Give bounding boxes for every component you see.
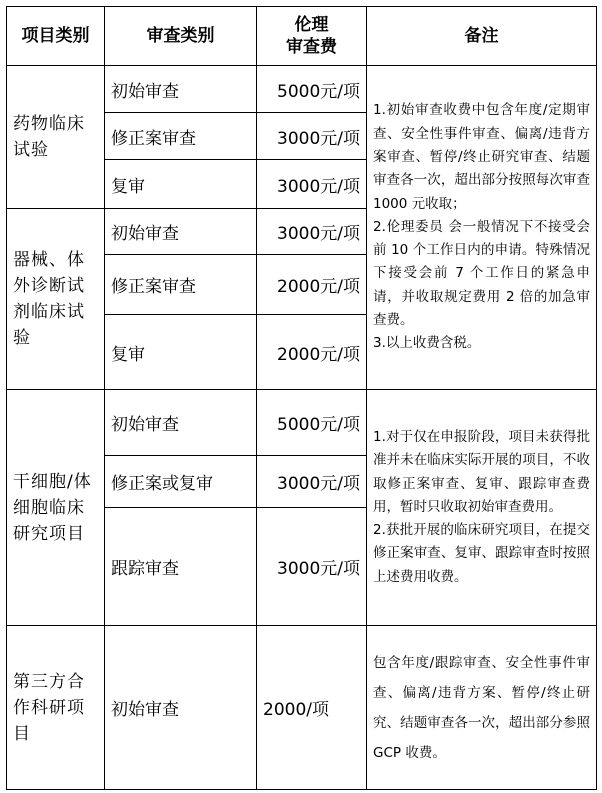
- table-row: [7, 626, 597, 790]
- category-cell: 第三方合作科研项目: [7, 626, 105, 790]
- header-remarks: 备注: [367, 7, 597, 66]
- review-type-cell: 复审: [105, 160, 257, 209]
- review-type-cell: 初始审查: [105, 209, 257, 255]
- fee-cell: 2000元/项: [257, 255, 367, 315]
- review-type-cell: 初始审查: [105, 390, 257, 456]
- fee-cell: 3000元/项: [257, 113, 367, 160]
- fee-cell: 5000元/项: [257, 390, 367, 456]
- category-cell: 器械、体外诊断试剂临床试验: [7, 209, 105, 390]
- review-type-cell: 初始审查: [105, 626, 257, 790]
- header-project-category: 项目类别: [7, 7, 105, 66]
- review-type-cell: 修正案审查: [105, 113, 257, 160]
- review-type-cell: 跟踪审查: [105, 508, 257, 626]
- fee-cell: 2000/项: [257, 626, 367, 790]
- fee-table: [6, 6, 597, 790]
- review-type-cell: 初始审查: [105, 66, 257, 113]
- header-row: [7, 7, 597, 66]
- fee-cell: 3000元/项: [257, 209, 367, 255]
- header-fee: 伦理 审查费: [257, 7, 367, 66]
- header-review-type: 审查类别: [105, 7, 257, 66]
- table-row: [7, 390, 597, 456]
- review-type-cell: 修正案或复审: [105, 456, 257, 508]
- fee-cell: 3000元/项: [257, 160, 367, 209]
- fee-cell: 2000元/项: [257, 315, 367, 390]
- fee-cell: 3000元/项: [257, 456, 367, 508]
- remarks-cell: 1.对于仅在申报阶段，项目未获得批准并未在临床实际开展的项目，不收取修正案审查、复审、跟踪审查费用，暂时只收取初始审查费用。 2.获批开展的临床研究项目，在提交修正案审查、复审、跟踪审查时按照上述费用收费。: [367, 390, 597, 626]
- fee-cell: 5000元/项: [257, 66, 367, 113]
- review-type-cell: 修正案审查: [105, 255, 257, 315]
- category-cell: 干细胞/体细胞临床研究项目: [7, 390, 105, 626]
- table-row: [7, 66, 597, 113]
- review-type-cell: 复审: [105, 315, 257, 390]
- remarks-cell: 包含年度/跟踪审查、安全性事件审查、偏离/违背方案、暂停/终止研究、结题审查各一次，超出部分参照 GCP 收费。: [367, 626, 597, 790]
- remarks-cell: 1.初始审查收费中包含年度/定期审查、安全性事件审查、偏离/违背方案审查、暂停/终止研究审查、结题审查各一次，超出部分按照每次审查 1000 元收取； 2.伦理委员 会一般情况下不接受会前 10 个工作日内的申请。特殊情况下接受会前 7 个工作日的紧急申请，并收取规定费用 2 倍的加急审查费。 3.以上收费含税。: [367, 66, 597, 390]
- category-cell: 药物临床试验: [7, 66, 105, 209]
- fee-cell: 3000元/项: [257, 508, 367, 626]
